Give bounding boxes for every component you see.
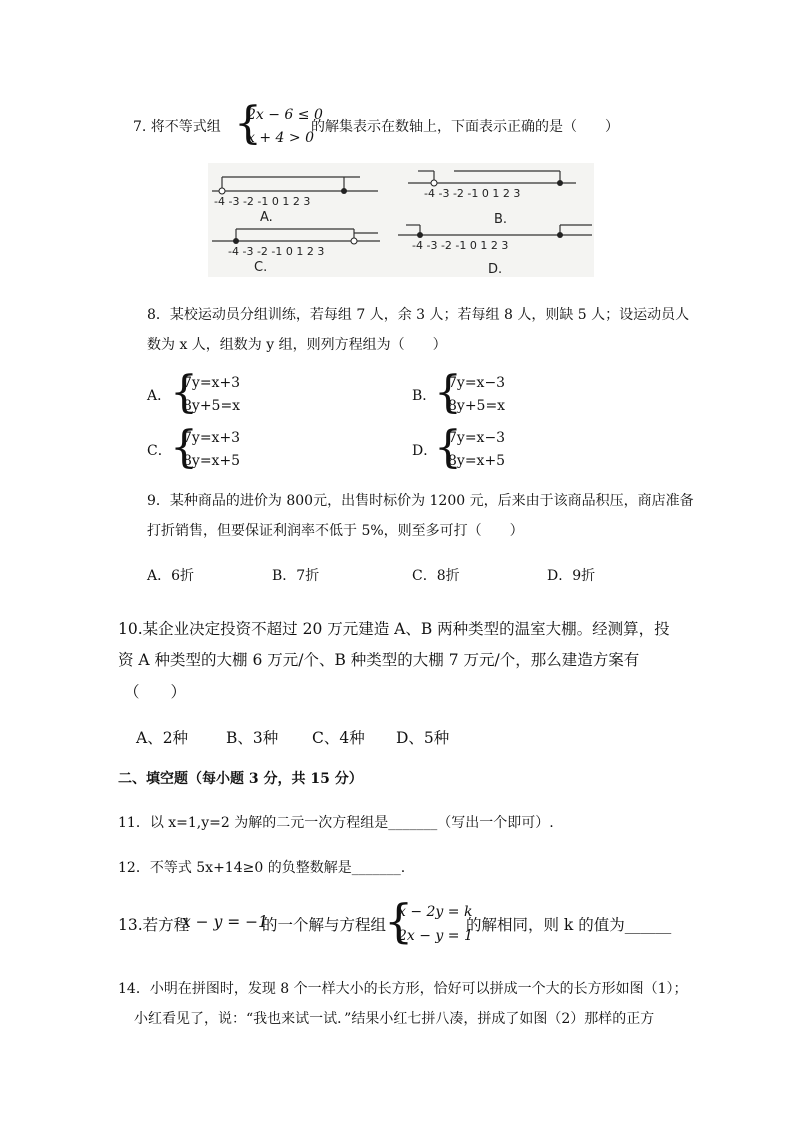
equation-2: 8y+5=x <box>448 398 506 414</box>
q9-line-1: 9．某种商品的进价为 800元，出售时标价为 1200 元，后来由于该商品积压，商店准备 <box>147 493 694 509</box>
q10-option-d[interactable]: D、5种 <box>396 729 450 747</box>
option-label: D． <box>412 443 438 459</box>
equation-2: 2x − y = 1 <box>398 928 473 944</box>
tick-label-D: -4 -3 -2 -1 0 1 2 3 <box>412 239 509 252</box>
q10-line-2: 资 A 种类型的大棚 6 万元/个、B 种类型的大棚 7 万元/个，那么建造方案有 <box>118 651 640 669</box>
equation-1: 7y=x−3 <box>448 430 506 446</box>
option-brace: { <box>170 422 198 473</box>
q10-line-3: （ ） <box>124 683 187 701</box>
figure-label-C: C. <box>254 260 268 275</box>
option-system <box>448 427 505 473</box>
option-brace: { <box>170 367 198 418</box>
q9-option-c[interactable]: C．8折 <box>412 568 460 584</box>
q7-prefix: 7. 将不等式组 <box>133 119 221 135</box>
tick-label-A: -4 -3 -2 -1 0 1 2 3 <box>214 195 311 208</box>
q10-option-c[interactable]: C、4种 <box>312 729 365 747</box>
tick-label-B: -4 -3 -2 -1 0 1 2 3 <box>424 187 521 200</box>
option-brace: { <box>434 422 462 473</box>
equation-1: x − 2y = k <box>398 904 473 920</box>
q11: 11．以 x=1,y=2 为解的二元一次方程组是_______（写出一个即可）. <box>118 815 554 831</box>
section-2-title: 二、填空题（每小题 3 分，共 15 分） <box>118 771 363 787</box>
q7-ineq-2: x + 4 > 0 <box>247 130 314 146</box>
q7-brace: { <box>234 98 262 149</box>
q13-prefix: 13.若方程 <box>118 916 190 934</box>
number-line-svg <box>208 163 594 277</box>
equation-2: 8y+5=x <box>183 398 241 414</box>
equation-1: 7y=x−3 <box>448 375 506 391</box>
q9-option-d[interactable]: D．9折 <box>547 568 596 584</box>
q13-mid: 的一个解与方程组 <box>262 916 387 934</box>
equation-2: 8y=x+5 <box>183 453 241 469</box>
q7-number-line-figure <box>208 163 594 277</box>
option-label: C． <box>147 443 172 459</box>
q14-line-1: 14．小明在拼图时，发现 8 个一样大小的长方形，恰好可以拼成一个大的长方形如图（1）； <box>118 981 688 997</box>
figure-label-D: D. <box>488 262 503 277</box>
q9-line-2: 打折销售，但要保证利润率不低于 5%，则至多可打（ ） <box>147 523 524 539</box>
q9-option-a[interactable]: A．6折 <box>147 568 195 584</box>
option-system <box>183 372 240 418</box>
option-label: B． <box>412 388 437 404</box>
equation-1: 7y=x+3 <box>183 375 241 391</box>
figure-label-B: B. <box>494 212 508 227</box>
q9-option-b[interactable]: B．7折 <box>272 568 320 584</box>
q7-suffix: 的解集表示在数轴上，下面表示正确的是（ ） <box>311 119 619 135</box>
q14-line-2: 小红看见了，说：“我也来试一试．”结果小红七拼八凑，拼成了如图（2）那样的正方 <box>134 1011 655 1027</box>
q13-suffix: 的解相同，则 k 的值为______ <box>466 916 672 934</box>
q10-option-a[interactable]: A、2种 <box>136 729 189 747</box>
option-label: A． <box>147 388 172 404</box>
equation-2: 8y=x+5 <box>448 453 506 469</box>
equation-1: 7y=x+3 <box>183 430 241 446</box>
q13-brace: { <box>384 894 414 948</box>
option-system <box>183 427 240 473</box>
tick-label-C: -4 -3 -2 -1 0 1 2 3 <box>228 245 325 258</box>
q7-ineq-1: 2x − 6 ≤ 0 <box>247 107 323 123</box>
q8-line-1: 8．某校运动员分组训练，若每组 7 人，余 3 人；若每组 8 人，则缺 5 人；设运动员人 <box>147 307 690 323</box>
q10-line-1: 10.某企业决定投资不超过 20 万元建造 A、B 两种类型的温室大棚。经测算，投 <box>118 620 670 638</box>
q13-equation: x − y = −1 <box>182 913 269 931</box>
q10-option-b[interactable]: B、3种 <box>226 729 279 747</box>
option-system <box>448 372 505 418</box>
figure-label-A: A. <box>260 210 273 225</box>
option-brace: { <box>434 367 462 418</box>
q8-line-2: 数为 x 人，组数为 y 组，则列方程组为（ ） <box>147 337 447 353</box>
q13-system <box>398 900 473 948</box>
q12: 12．不等式 5x+14≥0 的负整数解是_______. <box>118 860 406 876</box>
